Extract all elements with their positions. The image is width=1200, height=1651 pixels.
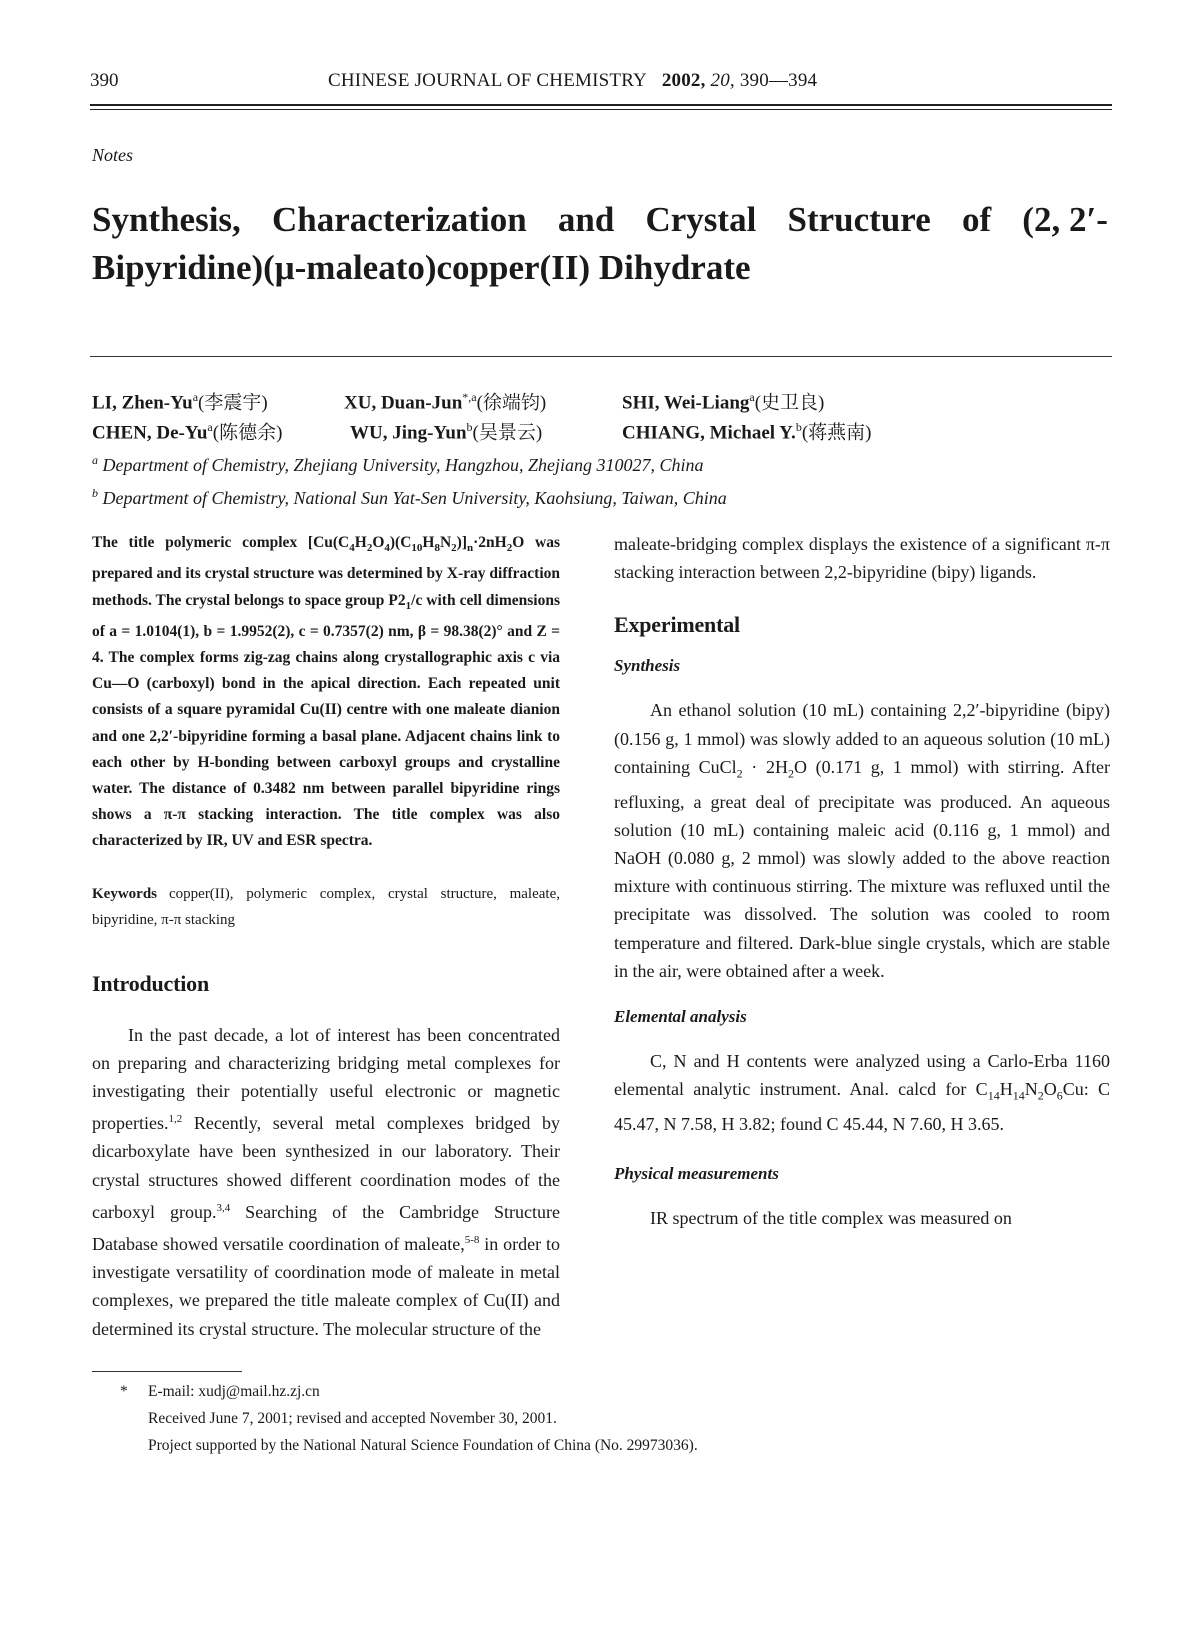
author [622,412,871,448]
introduction-heading: Introduction [92,970,209,996]
affiliation-mark: b [92,486,98,500]
author-name: XU, Duan-Jun [344,392,463,414]
left-column [92,530,560,1343]
page-number: 390 [90,70,119,91]
author-affil-mark: a [192,390,199,404]
elemental-analysis-heading: Elemental analysis [614,1007,747,1027]
title-word: (2, 2′- [1022,200,1108,239]
experimental-heading: Experimental [614,612,740,638]
author-chinese-name: (陈德余) [212,422,283,444]
header-rule-thin [90,109,1112,110]
affiliation-mark: a [92,453,98,467]
keywords-text: copper(II), polymeric complex, crystal structure, maleate, bipyridine, π-π stacking [92,885,560,928]
section-type: Notes [92,145,134,165]
citation-ref: 3,4 [216,1201,231,1214]
citation-ref: 1,2 [168,1113,183,1126]
author-name: SHI, Wei-Liang [622,392,750,414]
affiliation [92,479,727,512]
title-rule [90,356,1112,357]
author-name: CHEN, De-Yu [92,422,208,444]
footnote-project: Project supported by the National Natural Science Foundation of China (No. 29973036). [148,1437,698,1454]
title-word: and [557,200,615,239]
author-chinese-name: (徐端钧) [476,392,547,414]
journal-citation [328,70,817,92]
title-word: of [961,200,992,239]
author-name: WU, Jing-Yun [350,422,467,444]
author [350,412,542,448]
author [92,412,282,448]
footnote-email [120,1378,698,1405]
author-name: LI, Zhen-Yu [92,392,193,414]
author-chinese-name: (史卫良) [754,392,825,414]
keywords-label: Keywords [92,885,157,902]
title-word: Characterization [272,200,527,239]
author-affil-mark: b [466,420,473,434]
elemental-analysis-paragraph: C, N and H contents were analyzed using a Carlo-Erba 1160 elemental analytic instrument. Anal. calcd for $C_{14}H_{14}N_2O_6Cu$: C 45.47, N 7.58, H 3.82; found C 45.44, N 7.60, H 3.65. [614,1051,1110,1135]
header-rule-thick [90,104,1112,106]
author-affil-mark: *,a [462,390,477,404]
footnotes [120,1378,698,1459]
title-word: Synthesis, [92,200,241,239]
journal-volume: 20, [710,70,735,91]
affiliations [92,446,727,512]
author-chinese-name: (吴景云) [472,422,543,444]
physical-measurements-heading: Physical measurements [614,1164,779,1184]
footnote-mark: * [120,1383,128,1400]
affiliation [92,446,727,479]
physical-measurements-paragraph: IR spectrum of the title complex was measured on [650,1208,1012,1229]
article-title [92,196,1112,292]
author-affil-mark: a [749,390,755,404]
synthesis-heading: Synthesis [614,656,681,676]
right-column [614,530,1110,1232]
keywords [92,881,560,933]
running-header [90,66,1110,96]
title-word: Crystal [645,200,757,239]
title-line-2: Bipyridine)(μ-maleato)copper(II) Dihydrate [92,248,751,287]
footnote-rule [92,1371,242,1372]
journal-name: CHINESE JOURNAL OF CHEMISTRY [328,70,647,91]
introduction-continuation: maleate-bridging complex displays the existence of a significant π-π stacking interaction between 2,2-bipyridine (bipy) ligands. [614,534,1110,583]
journal-year: 2002, [661,70,706,91]
author-affil-mark: a [207,420,213,434]
author-chinese-name: (李震宇) [198,392,268,414]
citation-ref: 5-8 [464,1234,480,1247]
introduction-paragraph: In the past decade, a lot of interest has been concentrated on preparing and characterizing bridging metal complexes for investigating their potentially useful electronic or magnetic properties.$^{1,2}$ Recently, several metal complexes bridged by dicarboxylate have been synthesized in our laboratory. Their crystal structures showed different coordination modes of the carboxyl group.$^{3,4}$ Searching of the Cambridge Structure Database showed versatile coordination of maleate,$^{5-8}$ in order to investigate versatility of coordination mode of maleate in metal complexes, we prepared the title maleate complex of Cu(II) and determined its crystal structure. The molecular structure of the [92,1024,561,1339]
title-word: Structure [787,200,931,239]
author-name: CHIANG, Michael Y. [622,422,796,444]
footnote-received: Received June 7, 2001; revised and accepted November 30, 2001. [148,1410,557,1427]
footnote-email-text: E-mail: xudj@mail.hz.zj.cn [148,1383,320,1400]
title-line-1 [92,196,1108,244]
author-chinese-name: (蒋燕南) [801,422,872,444]
affiliation-text: Department of Chemistry, National Sun Yat-Sen University, Kaohsiung, Taiwan, China [102,488,727,508]
synthesis-paragraph: An ethanol solution (10 mL) containing 2,2′-bipyridine (bipy) (0.156 g, 1 mmol) was slowly added to an aqueous solution (10 mL) containing CuCl$_2$ · $2H_2O$ (0.171 g, 1 mmol) with stirring. After refluxing, a great deal of precipitate was produced. An aqueous solution (10 mL) containing maleic acid (0.116 g, 1 mmol) and NaOH (0.080 g, 2 mmol) was slowly added to the above reaction mixture with continuous stirring. The mixture was refluxed until the precipitate was dissolved. The solution was cooled to room temperature and filtered. Dark-blue single crystals, which are stable in the air, were obtained after a week. [614,700,1110,981]
affiliation-text: Department of Chemistry, Zhejiang University, Hangzhou, Zhejiang 310027, China [102,455,704,475]
abstract: The title polymeric complex $[Cu(C_4H_2O_4)(C_{10}H_8N_2)]_n\cdot 2nH_2O$ was prepared and its crystal structure was determined by X-ray diffraction methods. The crystal belongs to space group $P2_1/c$ with cell dimensions of a = 1.0104(1), b = 1.9952(2), c = 0.7357(2) nm, β = 98.38(2)° and Z = 4. The complex forms zig-zag chains along crystallographic axis c via Cu—O (carboxyl) bond in the apical direction. Each repeated unit consists of a square pyramidal Cu(II) centre with one maleate dianion and one 2,2′-bipyridine forming a basal plane. Adjacent chains link to each other by H-bonding between carboxyl groups and crystalline water. The distance of 0.3482 nm between parallel bipyridine rings shows a π-π stacking interaction. The title complex was also characterized by IR, UV and ESR spectra. [92,534,561,850]
journal-pages: 390—394 [739,70,818,91]
author-affil-mark: b [795,420,802,434]
